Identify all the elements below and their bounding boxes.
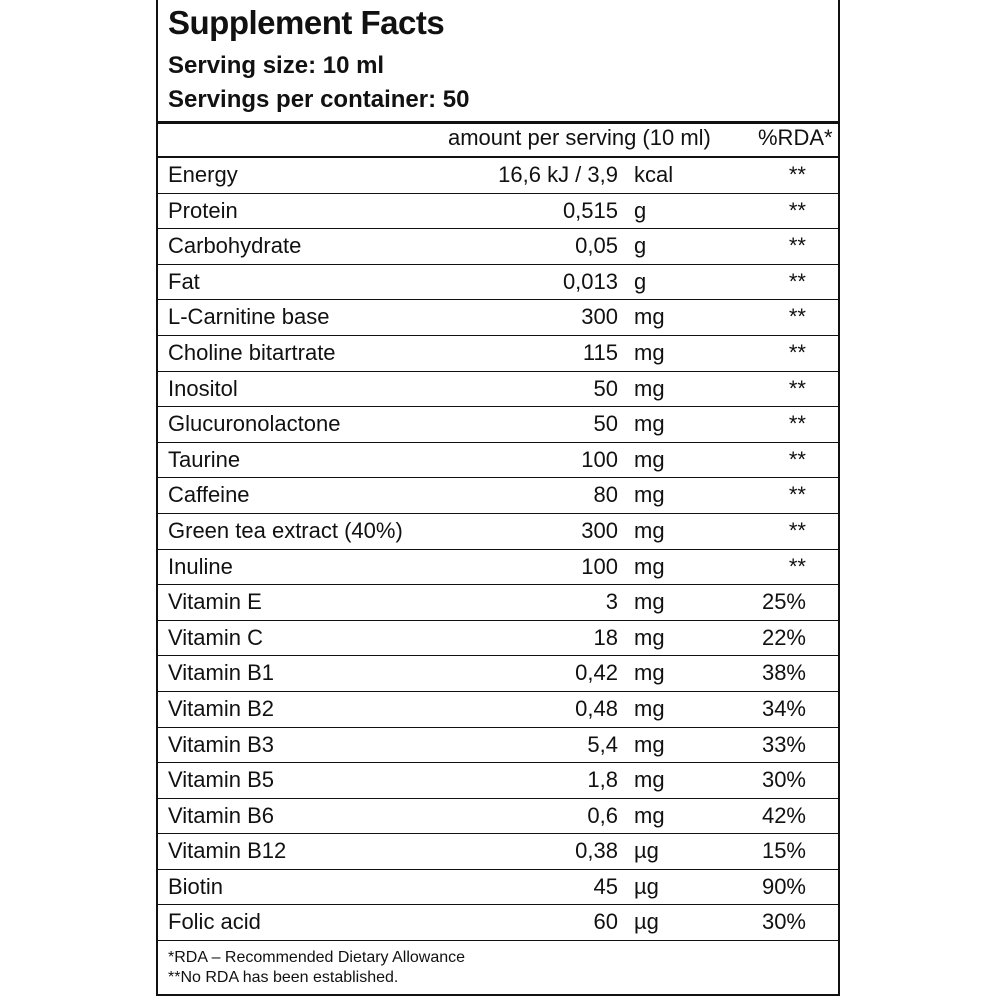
rda-value: 33%: [761, 731, 806, 757]
nutrient-name: Vitamin E: [168, 589, 262, 615]
nutrient-name: Vitamin B3: [168, 731, 274, 757]
table-row: [158, 265, 838, 301]
nutrient-name: L-Carnitine base: [168, 304, 330, 330]
table-row: [158, 158, 838, 194]
nutrient-name: Inuline: [168, 553, 233, 579]
table-row: [158, 692, 838, 728]
nutrient-name: Vitamin B2: [168, 695, 274, 721]
rda-value: 22%: [761, 624, 806, 650]
amount-unit: g: [634, 268, 647, 294]
nutrient-name: Carbohydrate: [168, 233, 302, 259]
nutrient-name: Inositol: [168, 375, 238, 401]
amount-value: 50: [593, 375, 618, 401]
rda-value: **: [788, 446, 806, 472]
nutrient-name: Energy: [168, 162, 238, 187]
table-row: [158, 550, 838, 586]
amount-unit: mg: [634, 446, 665, 472]
amount-value: 50: [593, 411, 618, 437]
amount-value: 0,013: [562, 268, 618, 294]
rda-value: 30%: [761, 767, 806, 793]
table-row: [158, 407, 838, 443]
rda-value: **: [788, 233, 806, 259]
servings-per-container: Servings per container: 50: [168, 86, 470, 113]
footnote-no-rda: **No RDA has been established.: [168, 969, 399, 986]
table-row: [158, 229, 838, 265]
rda-value: **: [788, 304, 806, 330]
nutrient-name: Caffeine: [168, 482, 250, 508]
amount-column-header: amount per serving (10 ml): [448, 125, 711, 150]
amount-unit: mg: [634, 304, 665, 330]
amount-unit: g: [634, 197, 647, 223]
amount-value: 16,6 kJ / 3,9: [498, 162, 618, 187]
table-row: [158, 834, 838, 870]
rda-value: **: [788, 197, 806, 223]
amount-value: 100: [581, 553, 618, 579]
amount-unit: mg: [634, 375, 665, 401]
table-row: [158, 585, 838, 621]
amount-unit: mg: [634, 767, 665, 793]
table-row: [158, 194, 838, 230]
footnote-rda-definition: *RDA – Recommended Dietary Allowance: [168, 949, 466, 966]
table-row: [158, 514, 838, 550]
table-row: [158, 763, 838, 799]
amount-unit: mg: [634, 589, 665, 615]
rda-value: **: [788, 482, 806, 508]
amount-unit: mg: [634, 802, 665, 828]
rda-value: 30%: [761, 909, 806, 935]
amount-unit: g: [634, 233, 647, 259]
amount-value: 115: [582, 339, 618, 365]
table-row: [158, 443, 838, 479]
amount-value: 300: [581, 517, 618, 543]
nutrient-name: Protein: [168, 197, 238, 223]
nutrient-name: Folic acid: [168, 909, 261, 935]
rda-value: 15%: [761, 838, 806, 864]
amount-value: 300: [581, 304, 618, 330]
rda-column-header: %RDA*: [758, 125, 833, 150]
rda-value: **: [788, 411, 806, 437]
table-row: [158, 336, 838, 372]
amount-value: 0,515: [562, 197, 618, 223]
amount-unit: µg: [634, 873, 659, 899]
amount-unit: mg: [634, 624, 665, 650]
nutrient-table: [158, 158, 838, 941]
table-row: [158, 728, 838, 764]
amount-value: 60: [593, 909, 618, 935]
rda-value: **: [788, 553, 806, 579]
amount-value: 0,48: [575, 695, 618, 721]
table-row: [158, 799, 838, 835]
amount-unit: mg: [634, 339, 665, 365]
amount-value: 0,42: [575, 660, 618, 686]
nutrient-name: Green tea extract (40%): [168, 517, 403, 543]
rda-value: **: [788, 339, 806, 365]
amount-unit: mg: [634, 411, 665, 437]
amount-unit: µg: [634, 909, 659, 935]
amount-value: 1,8: [587, 767, 618, 793]
amount-value: 80: [593, 482, 618, 508]
table-row: [158, 372, 838, 408]
nutrient-name: Vitamin C: [168, 624, 263, 650]
amount-value: 18: [593, 624, 618, 650]
amount-unit: kcal: [634, 162, 674, 187]
nutrient-name: Vitamin B5: [168, 767, 274, 793]
amount-value: 3: [605, 589, 618, 615]
table-row: [158, 478, 838, 514]
nutrient-name: Vitamin B6: [168, 802, 274, 828]
rda-value: 38%: [761, 660, 806, 686]
rda-value: **: [788, 375, 806, 401]
amount-value: 0,05: [575, 233, 618, 259]
nutrient-name: Taurine: [168, 446, 241, 472]
table-row: [158, 621, 838, 657]
amount-value: 5,4: [587, 731, 618, 757]
supplement-facts-label: [156, 0, 840, 996]
nutrient-name: Vitamin B1: [168, 660, 274, 686]
table-row: [158, 656, 838, 692]
rda-value: 34%: [761, 695, 806, 721]
serving-size: Serving size: 10 ml: [168, 52, 385, 79]
amount-value: 100: [581, 446, 618, 472]
amount-value: 45: [593, 873, 618, 899]
amount-unit: µg: [634, 838, 659, 864]
label-title: Supplement Facts: [168, 4, 445, 41]
rda-value: **: [788, 268, 806, 294]
table-row: [158, 300, 838, 336]
nutrient-name: Glucuronolactone: [168, 411, 341, 437]
amount-unit: mg: [634, 731, 665, 757]
rda-value: **: [788, 162, 806, 187]
rda-value: 90%: [761, 873, 806, 899]
nutrient-name: Biotin: [168, 873, 224, 899]
amount-unit: mg: [634, 553, 665, 579]
amount-unit: mg: [634, 482, 665, 508]
amount-unit: mg: [634, 695, 665, 721]
nutrient-name: Fat: [168, 268, 200, 294]
amount-unit: mg: [634, 660, 665, 686]
amount-value: 0,6: [587, 802, 618, 828]
table-row: [158, 870, 838, 906]
rda-value: 25%: [761, 589, 806, 615]
amount-unit: mg: [634, 517, 665, 543]
table-row: [158, 905, 838, 941]
nutrient-name: Choline bitartrate: [168, 339, 336, 365]
rda-value: **: [788, 517, 806, 543]
rda-value: 42%: [761, 802, 806, 828]
amount-value: 0,38: [575, 838, 618, 864]
nutrient-name: Vitamin B12: [168, 838, 287, 864]
